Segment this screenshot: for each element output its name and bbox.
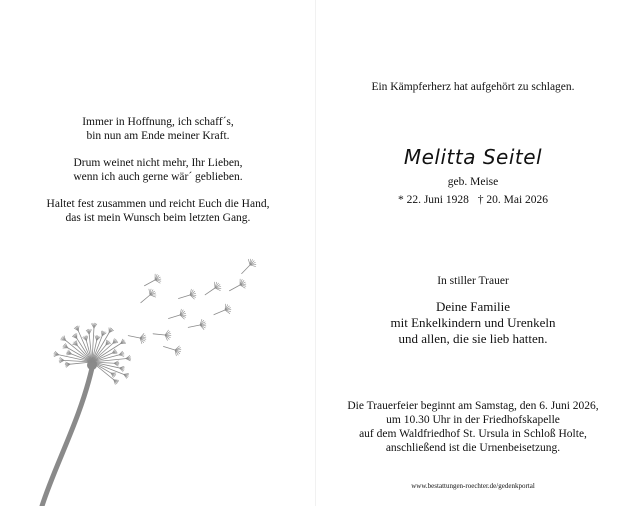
birth-date: * 22. Juni 1928 [397,194,469,206]
ceremony-line: Die Trauerfeier beginnt am Samstag, den 6. Juni 2026, [347,400,599,412]
poem-line: Haltet fest zusammen und reicht Euch die Hand, [46,198,270,210]
poem-stanza [0,115,316,143]
poem [0,115,316,238]
ceremony-line: anschließend ist die Urnenbeisetzung. [385,442,561,454]
poem-line: das ist mein Wunsch beim letzten Gang. [65,212,251,224]
life-dates [316,194,630,206]
dandelion-icon [0,250,316,506]
mourning-header: In stiller Trauer [437,275,509,287]
website-link[interactable]: www.bestattungen-roechter.de/gedenkportal [411,482,535,490]
maiden-name: geb. Meise [447,176,499,188]
intro-text: Ein Kämpferherz hat aufgehört zu schlagen. [371,81,575,93]
poem-stanza [0,197,316,225]
family-line: Deine Familie [435,299,510,314]
family-block [316,299,630,347]
poem-stanza [0,156,316,184]
poem-line: Drum weinet nicht mehr, Ihr Lieben, [73,157,243,169]
poem-line: Immer in Hoffnung, ich schaff´s, [82,116,234,128]
family-line: und allen, die sie lieb hatten. [398,331,548,346]
deceased-name: Melitta Seitel [403,145,543,169]
poem-line: wenn ich auch gerne wär´ geblieben. [73,171,243,183]
ceremony-line: auf dem Waldfriedhof St. Ursula in Schloß Holte, [359,428,587,440]
ceremony-block [316,399,630,455]
poem-line: bin nun am Ende meiner Kraft. [86,130,230,142]
ceremony-line: um 10.30 Uhr in der Friedhofskapelle [386,414,560,426]
family-line: mit Enkelkindern und Urenkeln [390,315,556,330]
death-date: † 20. Mai 2026 [477,194,549,206]
